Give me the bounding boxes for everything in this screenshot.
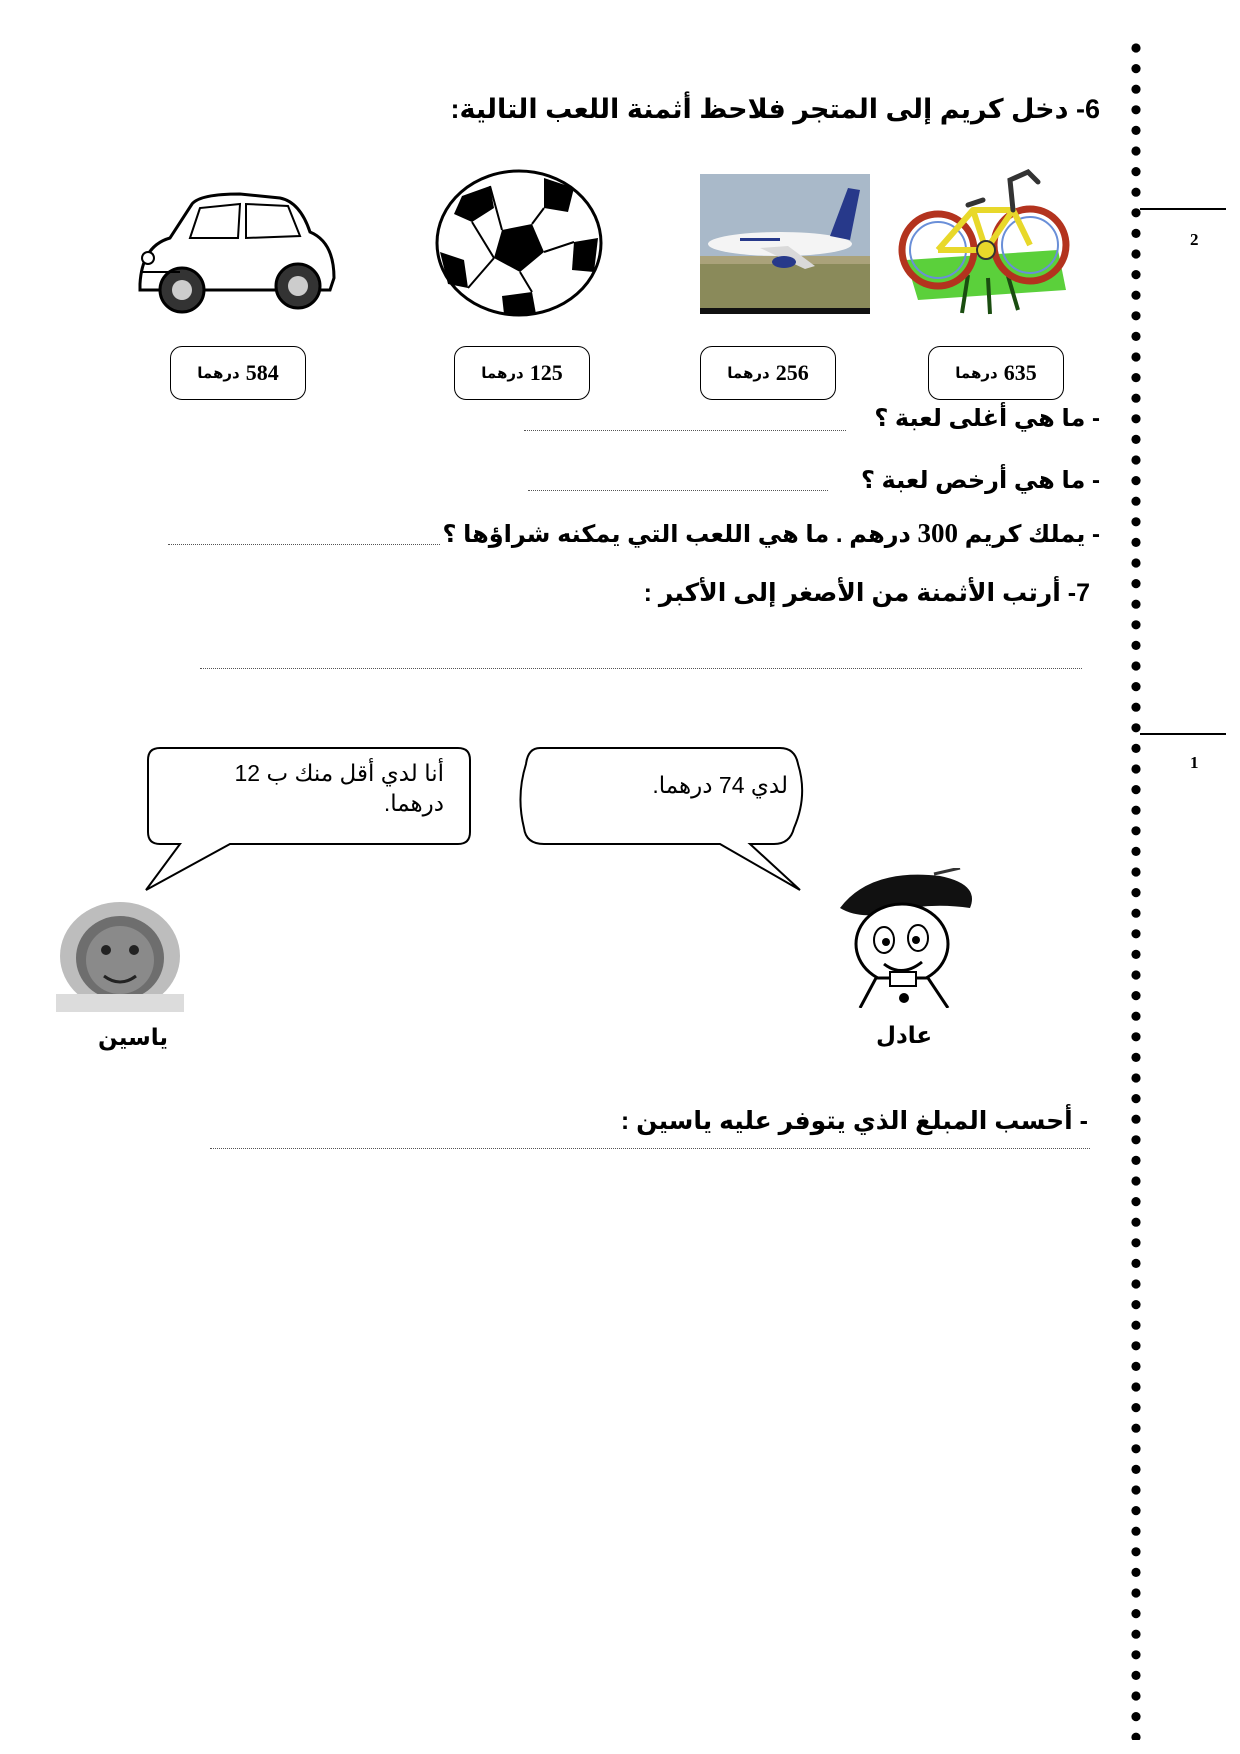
margin-dot <box>1131 455 1140 464</box>
margin-dot <box>1131 291 1140 300</box>
margin-dot <box>1131 703 1140 712</box>
yassine-name: ياسين <box>98 1024 168 1050</box>
margin-dot <box>1131 1403 1140 1412</box>
score-divider-top <box>1140 208 1226 210</box>
margin-dot <box>1131 970 1140 979</box>
margin-dot <box>1131 352 1140 361</box>
answer-line-cheapest[interactable] <box>528 490 828 491</box>
margin-dot <box>1131 126 1140 135</box>
car-image <box>130 186 340 318</box>
margin-dot <box>1131 311 1140 320</box>
margin-dot <box>1131 558 1140 567</box>
adel-speech: لدي 74 درهما. <box>652 772 788 798</box>
margin-dot <box>1131 1650 1140 1659</box>
score-points-top: 2 <box>1190 230 1199 249</box>
question-most-expensive: - ما هي أغلى لعبة ؟ <box>874 405 1100 432</box>
budget-amount: 300 <box>917 518 959 548</box>
margin-dot <box>1131 1527 1140 1536</box>
margin-dot <box>1131 1671 1140 1680</box>
margin-dot <box>1131 373 1140 382</box>
exercise-6-heading: 6- دخل كريم إلى المتجر فلاحظ أثمنة اللعب التالية: <box>450 94 1100 124</box>
margin-dot <box>1131 1609 1140 1618</box>
margin-dot <box>1131 1465 1140 1474</box>
margin-dot <box>1131 847 1140 856</box>
answer-line-affordable-toys[interactable] <box>168 544 440 545</box>
margin-dot <box>1131 394 1140 403</box>
margin-dot <box>1131 826 1140 835</box>
margin-dot <box>1131 1424 1140 1433</box>
margin-dot <box>1131 167 1140 176</box>
margin-dot <box>1131 1279 1140 1288</box>
margin-dot <box>1131 1444 1140 1453</box>
exercise-7-heading: 7- أرتب الأثمنة من الأصغر إلى الأكبر : <box>643 579 1090 607</box>
margin-dot <box>1131 1135 1140 1144</box>
margin-dot <box>1131 1156 1140 1165</box>
margin-dot <box>1131 332 1140 341</box>
margin-dot <box>1131 1341 1140 1350</box>
margin-dot <box>1131 1547 1140 1556</box>
question-yassine-amount: - أحسب المبلغ الذي يتوفر عليه ياسين : <box>620 1107 1088 1135</box>
margin-dot <box>1131 1197 1140 1206</box>
answer-line-yassine-amount[interactable] <box>210 1148 1090 1149</box>
score-divider-bottom <box>1140 733 1226 735</box>
price-tag-car: 584 درهما <box>170 346 306 400</box>
margin-dot <box>1131 146 1140 155</box>
margin-dot <box>1131 1630 1140 1639</box>
margin-dot <box>1131 1712 1140 1721</box>
margin-dot <box>1131 1012 1140 1021</box>
margin-dot <box>1131 764 1140 773</box>
margin-dot <box>1131 1506 1140 1515</box>
margin-dot <box>1131 888 1140 897</box>
margin-dot <box>1131 929 1140 938</box>
margin-dot <box>1131 744 1140 753</box>
yassine-speech: أنا لدي أقل منك ب 12 درهما. <box>234 760 444 816</box>
margin-dot <box>1131 785 1140 794</box>
margin-dot <box>1131 991 1140 1000</box>
margin-dot <box>1131 950 1140 959</box>
answer-line-most-expensive[interactable] <box>524 430 846 431</box>
margin-dot <box>1131 1382 1140 1391</box>
margin-dot <box>1131 435 1140 444</box>
margin-dot <box>1131 517 1140 526</box>
price-tag-ball: 125 درهما <box>454 346 590 400</box>
bicycle-image <box>898 150 1070 315</box>
margin-dot <box>1131 723 1140 732</box>
margin-dot <box>1131 1588 1140 1597</box>
score-points-bottom: 1 <box>1190 753 1199 772</box>
margin-dot <box>1131 661 1140 670</box>
margin-dot <box>1131 249 1140 258</box>
margin-dot <box>1131 600 1140 609</box>
margin-dot <box>1131 1115 1140 1124</box>
price-tag-bicycle: 635 درهما <box>928 346 1064 400</box>
margin-dot <box>1131 1485 1140 1494</box>
margin-dot <box>1131 476 1140 485</box>
question-cheapest: - ما هي أرخص لعبة ؟ <box>860 467 1100 494</box>
adel-avatar <box>830 868 980 1008</box>
margin-dot <box>1131 229 1140 238</box>
margin-dot <box>1131 414 1140 423</box>
margin-dot <box>1131 1321 1140 1330</box>
airplane-image <box>700 174 870 314</box>
margin-dot <box>1131 64 1140 73</box>
margin-dot <box>1131 909 1140 918</box>
margin-dot <box>1131 1073 1140 1082</box>
question-affordable-toys: - يملك كريم 300 درهم . ما هي اللعب التي يمكنه شراؤها ؟ <box>442 518 1100 548</box>
margin-dot <box>1131 1568 1140 1577</box>
margin-dot <box>1131 1691 1140 1700</box>
margin-dot <box>1131 270 1140 279</box>
margin-dot <box>1131 620 1140 629</box>
adel-name: عادل <box>876 1022 933 1048</box>
margin-dot <box>1131 682 1140 691</box>
margin-dot <box>1131 641 1140 650</box>
margin-dot <box>1131 105 1140 114</box>
margin-dot <box>1131 43 1140 52</box>
yassine-avatar <box>56 898 184 1012</box>
margin-dot <box>1131 1238 1140 1247</box>
margin-dot <box>1131 579 1140 588</box>
margin-dot <box>1131 1032 1140 1041</box>
margin-dot <box>1131 1218 1140 1227</box>
price-tag-airplane: 256 درهما <box>700 346 836 400</box>
margin-dot <box>1131 1094 1140 1103</box>
margin-dot <box>1131 1176 1140 1185</box>
margin-dot <box>1131 538 1140 547</box>
margin-dot <box>1131 806 1140 815</box>
margin-dot <box>1131 1362 1140 1371</box>
margin-dot <box>1131 1259 1140 1268</box>
margin-dot <box>1131 1053 1140 1062</box>
margin-dots <box>1128 40 1144 1740</box>
margin-dot <box>1131 867 1140 876</box>
margin-dot <box>1131 497 1140 506</box>
margin-dot <box>1131 188 1140 197</box>
margin-dot <box>1131 1300 1140 1309</box>
soccer-ball-image <box>432 168 606 318</box>
answer-line-order-prices[interactable] <box>200 668 1082 669</box>
margin-dot <box>1131 1733 1140 1740</box>
margin-dot <box>1131 85 1140 94</box>
